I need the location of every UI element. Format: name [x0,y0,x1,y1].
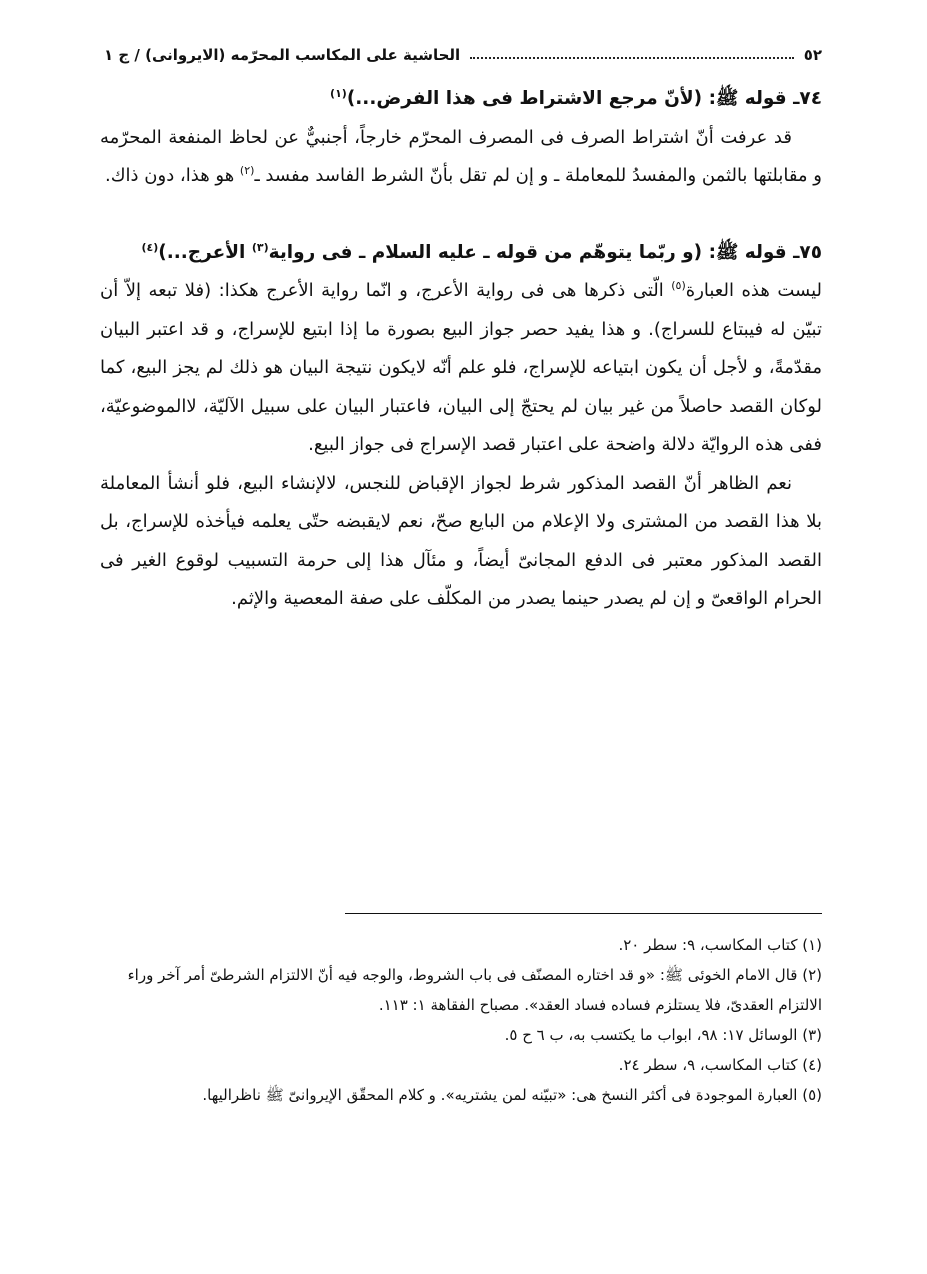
footnote: (٣) الوسائل ١٧: ٩٨، ابواب ما يكتسب به، ب ٦ ح ٥. [504,1026,822,1044]
footnote: (١) كتاب المكاسب، ٩: سطر ٢٠. [618,936,822,954]
footnote-separator [345,913,822,914]
main-text [100,80,822,619]
footnote-ref: (٢) [239,164,255,177]
footnote: (٢) قال الامام الخوئى ﷺ: «و قد اختاره المصنّف فى باب الشروط، والوجه فيه أنّ الالتزام الشرطىّ أمر آخر وراء الالتزام العقدىّ، فلا يستلزم فساده فساد العقد». مصباح الفقاهة ١: ١١٣. [127,966,822,1014]
paragraph: ليست هذه العبارة$^{(٥)}$ الّتى ذكرها هى فى رواية الأعرج، و انّما رواية الأعرج هكذا: (فلا تبعه إلاّ أن تبيّن له فيبتاع للسراج). و هذا يفيد حصر جواز البيع بصورة ما إذا ابتيع للإسراج، و قد اعتبر البيان مقدّمةً، و لأجل أن يكون ابتياعه للإسراج، فلو علم أنّه لايكون نتيجة البيان هو ذلك لم يجز البيع، كما لوكان القصد حاصلاً من غير بيان لم يحتجّ إلى البيان، فاعتبار البيان على سبيل الآليّة، لاالموضوعيّة، ففى هذه الروايّة دلالة واضحة على اعتبار قصد الإسراج فى جواز البيع. [100,279,822,455]
paragraph: قد عرفت أنّ اشتراط الصرف فى المصرف المحرّم خارجاً، أجنبيٌّ عن لحاظ المنفعة المحرّمه و مقابلتها بالثمن والمفسدُ للمعاملة ـ و إن لم تقل بأنّ الشرط الفاسد مفسد ـ$^{(٢)}$ هو هذا، دون ذاك. [100,126,822,186]
section-spacer [100,196,822,234]
dotted-leader [470,57,794,59]
footnote: (٥) العبارة الموجودة فى أكثر النسخ هى: «تبيّنه لمن يشتريه». و كلام المحقّق الإيروانىّ ﷺ ناظراليها. [202,1086,822,1104]
page-number: ٥٢ [803,46,822,64]
footnote-ref: (٤) [141,240,159,254]
running-title: الحاشية على المكاسب المحرّمه (الايروانى) / ج ١ [104,46,461,64]
footnote-ref: (٣) [251,240,269,254]
paragraph: نعم الظاهر أنّ القصد المذكور شرط لجواز الإقباض للنجس، لالإنشاء البيع، فلو أنشأ المعاملة بلا هذا القصد من المشترى ولا الإعلام من البايع صحّ، نعم لايقبضه حتّى يعلمه فيأخذه للإسراج، بل القصد المذكور معتبر فى الدفع المجانىّ أيضاً، و مئآل هذا إلى حرمة التسبيب لوقوع الغير فى الحرام الواقعىّ و إن لم يصدر حينما يصدر من المكلّف على صفة المعصية والإثم. [100,472,822,609]
section-heading-74: ٧٤ـ قوله ﷺ: (لأنّ مرجع الاشتراط فى هذا الفرض...)$^{(١)}$ [330,86,822,109]
footnotes [100,930,822,1110]
footnote-ref: (١) [330,86,347,100]
page-header [104,30,822,64]
footnote-ref: (٥) [671,279,686,292]
section-heading-75: ٧٥ـ قوله ﷺ: (و ربّما يتوهّم من قوله ـ عليه السلام ـ فى رواية$^{(٣)}$ الأعرج...)$^{(٤)}$ [141,240,822,263]
footnote: (٤) كتاب المكاسب، ٩، سطر ٢٤. [618,1056,822,1074]
